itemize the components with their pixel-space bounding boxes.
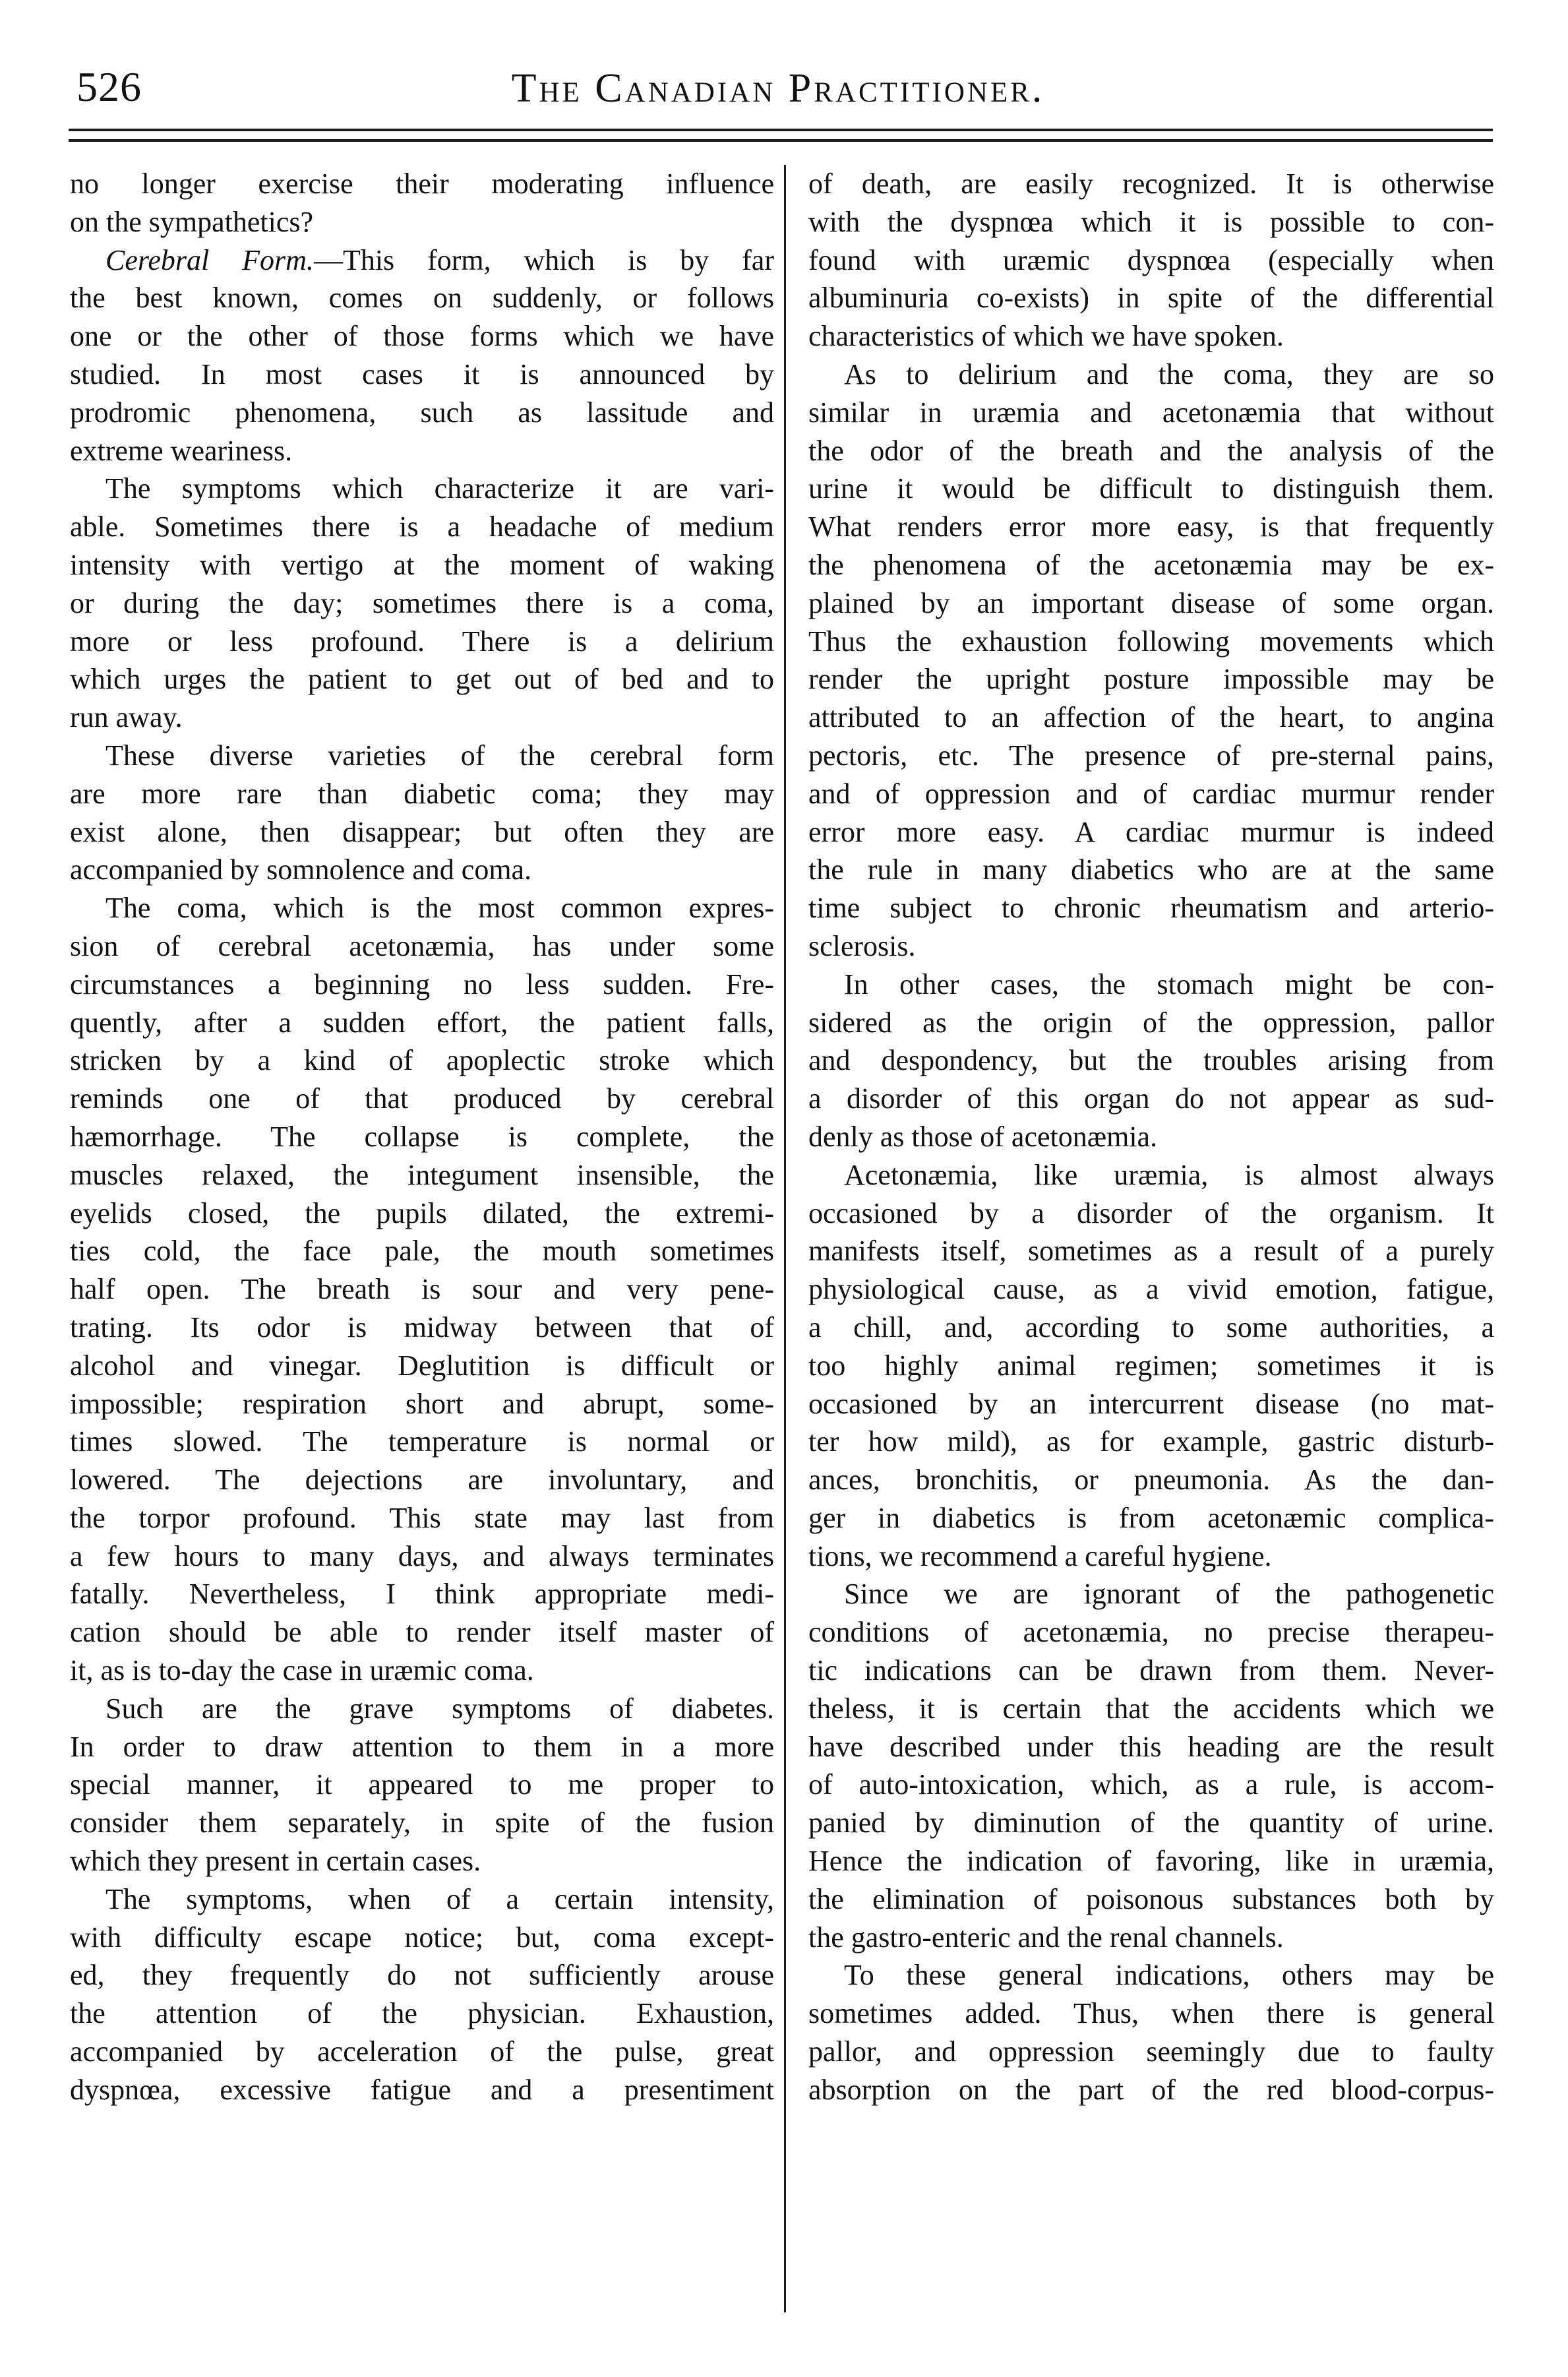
line-text: The coma, which is the most common expres- (106, 892, 774, 925)
line-text: run away. (70, 701, 183, 734)
line-text: albuminuria co-exists) in spite of the differential (808, 282, 1494, 315)
text-line (70, 889, 774, 927)
line-text: extreme weariness. (70, 434, 293, 467)
text-line (808, 813, 1494, 851)
text-line (808, 2033, 1494, 2071)
text-line (808, 1309, 1494, 1347)
text-line (808, 203, 1494, 241)
text-line (70, 1347, 774, 1385)
line-text: the torpor profound. This state may last from (70, 1501, 774, 1534)
text-line (808, 1880, 1494, 1919)
text-line (70, 851, 774, 889)
line-text: of auto-intoxication, which, as a rule, is accom- (808, 1768, 1494, 1801)
text-line (808, 1537, 1494, 1576)
line-text: Since we are ignorant of the pathogenetic (844, 1578, 1494, 1611)
line-text: The symptoms which characterize it are vari- (106, 472, 774, 505)
line-text: muscles relaxed, the integument insensible, the (70, 1158, 774, 1191)
line-text: exist alone, then disappear; but often they are (70, 815, 774, 848)
line-text: found with uræmic dyspnœa (especially when (808, 243, 1494, 276)
line-text: Acetonæmia, like uræmia, is almost always (844, 1158, 1494, 1191)
right-column (808, 165, 1494, 2109)
left-column (70, 165, 774, 2109)
text-line (70, 355, 774, 394)
line-text: time subject to chronic rheumatism and arterio- (808, 892, 1494, 925)
text-line (808, 889, 1494, 927)
text-line (70, 1994, 774, 2033)
section-heading-italic: Cerebral Form. (106, 243, 314, 276)
text-line (70, 279, 774, 317)
text-line (808, 1652, 1494, 1690)
text-line (70, 546, 774, 584)
line-text: with difficulty escape notice; but, coma except- (70, 1921, 774, 1954)
text-line (808, 660, 1494, 698)
text-line (70, 1537, 774, 1576)
line-text: similar in uræmia and acetonæmia that without (808, 396, 1494, 429)
line-text: intensity with vertigo at the moment of waking (70, 548, 774, 581)
text-line (808, 279, 1494, 317)
line-text: ter how mild), as for example, gastric disturb- (808, 1425, 1494, 1458)
line-text: ties cold, the face pale, the mouth sometimes (70, 1235, 774, 1268)
text-line (808, 1804, 1494, 1842)
line-text: dyspnœa, excessive fatigue and a presentiment (70, 2073, 774, 2106)
text-line (70, 698, 774, 737)
line-text: have described under this heading are the result (808, 1730, 1494, 1763)
line-text: the phenomena of the acetonæmia may be ex- (808, 548, 1494, 581)
text-line (70, 2033, 774, 2071)
text-line (70, 508, 774, 546)
text-line (70, 203, 774, 241)
line-text: able. Sometimes there is a headache of medium (70, 510, 774, 543)
text-line (70, 1728, 774, 1766)
line-text: render the upright posture impossible may be (808, 663, 1494, 696)
text-line (70, 1156, 774, 1194)
text-line (70, 1766, 774, 1804)
text-line (808, 1919, 1494, 1957)
text-line (70, 2071, 774, 2109)
line-text: one or the other of those forms which we have (70, 320, 774, 353)
text-line (70, 1461, 774, 1499)
line-text: ed, they frequently do not sufficiently arouse (70, 1959, 774, 1992)
line-text: special manner, it appeared to me proper to (70, 1768, 774, 1801)
line-text: The symptoms, when of a certain intensity, (106, 1882, 774, 1915)
line-text: cation should be able to render itself master of (70, 1616, 774, 1649)
line-text: What renders error more easy, is that frequently (808, 510, 1494, 543)
line-text: absorption on the part of the red blood-corpus- (808, 2073, 1494, 2106)
text-line (70, 775, 774, 813)
text-line (808, 1690, 1494, 1728)
line-text: lowered. The dejections are involuntary, and (70, 1464, 774, 1497)
text-line (808, 2071, 1494, 2109)
text-line (808, 1994, 1494, 2033)
running-head: The Canadian Practitioner. (511, 66, 1045, 111)
line-text: studied. In most cases it is announced by (70, 357, 774, 390)
text-line (808, 737, 1494, 775)
text-line (808, 1461, 1494, 1499)
text-line (808, 394, 1494, 432)
text-line (808, 1156, 1494, 1194)
text-line (808, 355, 1494, 394)
line-text: tions, we recommend a careful hygiene. (808, 1539, 1272, 1572)
text-line (70, 623, 774, 661)
text-line (70, 1004, 774, 1042)
line-text: characteristics of which we have spoken. (808, 320, 1284, 353)
text-line (70, 1499, 774, 1537)
line-text: sion of cerebral acetonæmia, has under some (70, 929, 774, 962)
line-text: plained by an important disease of some organ. (808, 586, 1494, 619)
text-line (70, 394, 774, 432)
line-text: more or less profound. There is a delirium (70, 625, 774, 658)
text-line (70, 1232, 774, 1270)
line-text: the odor of the breath and the analysis of the (808, 434, 1494, 467)
text-line (70, 1652, 774, 1690)
line-text: no longer exercise their moderating influence (70, 168, 774, 200)
line-text: denly as those of acetonæmia. (808, 1120, 1158, 1153)
line-text: physiological cause, as a vivid emotion, fatigue, (808, 1273, 1494, 1306)
text-line (808, 1118, 1494, 1156)
text-line (70, 1804, 774, 1842)
text-line (808, 775, 1494, 813)
line-text: are more rare than diabetic coma; they may (70, 777, 774, 810)
line-text: tic indications can be drawn from them. Never- (808, 1654, 1494, 1687)
line-text: occasioned by a disorder of the organism. It (808, 1196, 1494, 1229)
text-line (808, 584, 1494, 623)
text-line (808, 1423, 1494, 1461)
line-text: In order to draw attention to them in a more (70, 1730, 774, 1763)
text-line (70, 1423, 774, 1461)
column-divider (784, 165, 786, 2312)
line-text: sclerosis. (808, 929, 916, 962)
line-text: ger in diabetics is from acetonæmic complica- (808, 1501, 1494, 1534)
line-text: error more easy. A cardiac murmur is indeed (808, 815, 1494, 848)
text-line (70, 470, 774, 508)
text-line (808, 546, 1494, 584)
line-text: impossible; respiration short and abrupt, some- (70, 1387, 774, 1420)
text-line (70, 1385, 774, 1423)
text-line (70, 1080, 774, 1118)
line-text: it, as is to-day the case in uræmic coma. (70, 1654, 534, 1687)
text-line (70, 241, 774, 280)
line-text: which they present in certain cases. (70, 1845, 481, 1878)
text-line (808, 1766, 1494, 1804)
text-line (808, 1499, 1494, 1537)
text-line (808, 1613, 1494, 1652)
line-text: To these general indications, others may be (844, 1959, 1494, 1992)
line-text: times slowed. The temperature is normal or (70, 1425, 774, 1458)
line-text: urine it would be difficult to distinguish them. (808, 472, 1494, 505)
text-line (808, 241, 1494, 280)
line-text: sometimes added. Thus, when there is general (808, 1997, 1494, 2030)
line-text: trating. Its odor is midway between that of (70, 1311, 774, 1343)
line-text: and of oppression and of cardiac murmur render (808, 777, 1494, 810)
text-line (70, 1956, 774, 1994)
line-text: Hence the indication of favoring, like in uræmia, (808, 1845, 1494, 1878)
text-line (70, 1880, 774, 1919)
text-line (808, 1270, 1494, 1309)
line-text: theless, it is certain that the accidents which we (808, 1692, 1494, 1725)
text-line (808, 1575, 1494, 1613)
text-line (808, 1004, 1494, 1042)
line-text: conditions of acetonæmia, no precise therapeu- (808, 1616, 1494, 1649)
text-line (70, 317, 774, 355)
line-text: or during the day; sometimes there is a coma, (70, 586, 774, 619)
line-text: sidered as the origin of the oppression, pallor (808, 1006, 1494, 1039)
line-text: a disorder of this organ do not appear as sud- (808, 1082, 1494, 1115)
text-line (70, 927, 774, 966)
line-text: pallor, and oppression seemingly due to faulty (808, 2035, 1494, 2068)
line-text: hæmorrhage. The collapse is complete, the (70, 1120, 774, 1153)
text-line (808, 851, 1494, 889)
line-text: Such are the grave symptoms of diabetes. (106, 1692, 774, 1725)
text-line (70, 813, 774, 851)
line-text: and despondency, but the troubles arising from (808, 1044, 1494, 1077)
header-rule-top (69, 129, 1493, 131)
line-text: consider them separately, in spite of the fusion (70, 1806, 774, 1839)
text-line (70, 165, 774, 203)
text-line (70, 1919, 774, 1957)
line-text: manifests itself, sometimes as a result of a purely (808, 1235, 1494, 1268)
text-line (70, 1842, 774, 1880)
line-text: accompanied by somnolence and coma. (70, 853, 532, 886)
text-line (70, 1613, 774, 1652)
line-text: quently, after a sudden effort, the patient falls, (70, 1006, 774, 1039)
text-line (70, 1309, 774, 1347)
text-line (808, 927, 1494, 966)
line-text: occasioned by an intercurrent disease (no mat- (808, 1387, 1494, 1420)
text-line (70, 660, 774, 698)
text-line (808, 470, 1494, 508)
line-text: panied by diminution of the quantity of urine. (808, 1806, 1494, 1839)
line-text: prodromic phenomena, such as lassitude and (70, 396, 774, 429)
line-text: attributed to an affection of the heart, to angina (808, 701, 1494, 734)
text-line (70, 737, 774, 775)
text-line (808, 432, 1494, 470)
line-text: which urges the patient to get out of bed and to (70, 663, 774, 696)
line-text: a chill, and, according to some authorities, a (808, 1311, 1494, 1343)
text-line (808, 1385, 1494, 1423)
text-line (808, 508, 1494, 546)
line-text: As to delirium and the coma, they are so (844, 357, 1494, 390)
text-line (808, 1956, 1494, 1994)
line-text: with the dyspnœa which it is possible to con- (808, 205, 1494, 238)
line-text: reminds one of that produced by cerebral (70, 1082, 774, 1115)
page-number: 526 (76, 63, 142, 110)
line-text: stricken by a kind of apoplectic stroke which (70, 1044, 774, 1077)
line-text: Thus the exhaustion following movements which (808, 625, 1494, 658)
text-line (808, 1194, 1494, 1233)
line-text: —This form, which is by far (313, 243, 774, 276)
text-line (70, 1575, 774, 1613)
header-rule-bottom (69, 139, 1493, 142)
line-text: alcohol and vinegar. Deglutition is difficult or (70, 1349, 774, 1382)
text-line (808, 165, 1494, 203)
text-line (808, 1347, 1494, 1385)
line-text: In other cases, the stomach might be con- (844, 968, 1494, 1001)
line-text: the attention of the physician. Exhaustion, (70, 1997, 774, 2030)
text-line (808, 1232, 1494, 1270)
text-line (808, 1080, 1494, 1118)
line-text: pectoris, etc. The presence of pre-sternal pains, (808, 739, 1494, 772)
text-line (808, 317, 1494, 355)
text-line (70, 584, 774, 623)
text-line (70, 1270, 774, 1309)
text-line (808, 1041, 1494, 1080)
text-line (808, 623, 1494, 661)
text-line (70, 1118, 774, 1156)
text-line (70, 432, 774, 470)
line-text: These diverse varieties of the cerebral form (106, 739, 774, 772)
line-text: accompanied by acceleration of the pulse, great (70, 2035, 774, 2068)
line-text: the best known, comes on suddenly, or follows (70, 282, 774, 315)
text-line (808, 966, 1494, 1004)
text-line (808, 1842, 1494, 1880)
text-line (70, 1041, 774, 1080)
line-text: the elimination of poisonous substances both by (808, 1882, 1494, 1915)
line-text: on the sympathetics? (70, 205, 314, 238)
line-text: eyelids closed, the pupils dilated, the extremi- (70, 1196, 774, 1229)
text-line (808, 698, 1494, 737)
line-text: a few hours to many days, and always terminates (70, 1539, 774, 1572)
line-text: the gastro-enteric and the renal channels. (808, 1921, 1284, 1954)
line-text: too highly animal regimen; sometimes it is (808, 1349, 1494, 1382)
text-line (808, 1728, 1494, 1766)
text-line (70, 1194, 774, 1233)
line-text: the rule in many diabetics who are at the same (808, 853, 1494, 886)
line-text: of death, are easily recognized. It is otherwise (808, 168, 1494, 200)
line-text: ances, bronchitis, or pneumonia. As the dan- (808, 1464, 1494, 1497)
text-line (70, 1690, 774, 1728)
line-text: fatally. Nevertheless, I think appropriate medi- (70, 1578, 774, 1611)
line-text: half open. The breath is sour and very pene- (70, 1273, 774, 1306)
text-line (70, 966, 774, 1004)
line-text: circumstances a beginning no less sudden. Fre- (70, 968, 774, 1001)
